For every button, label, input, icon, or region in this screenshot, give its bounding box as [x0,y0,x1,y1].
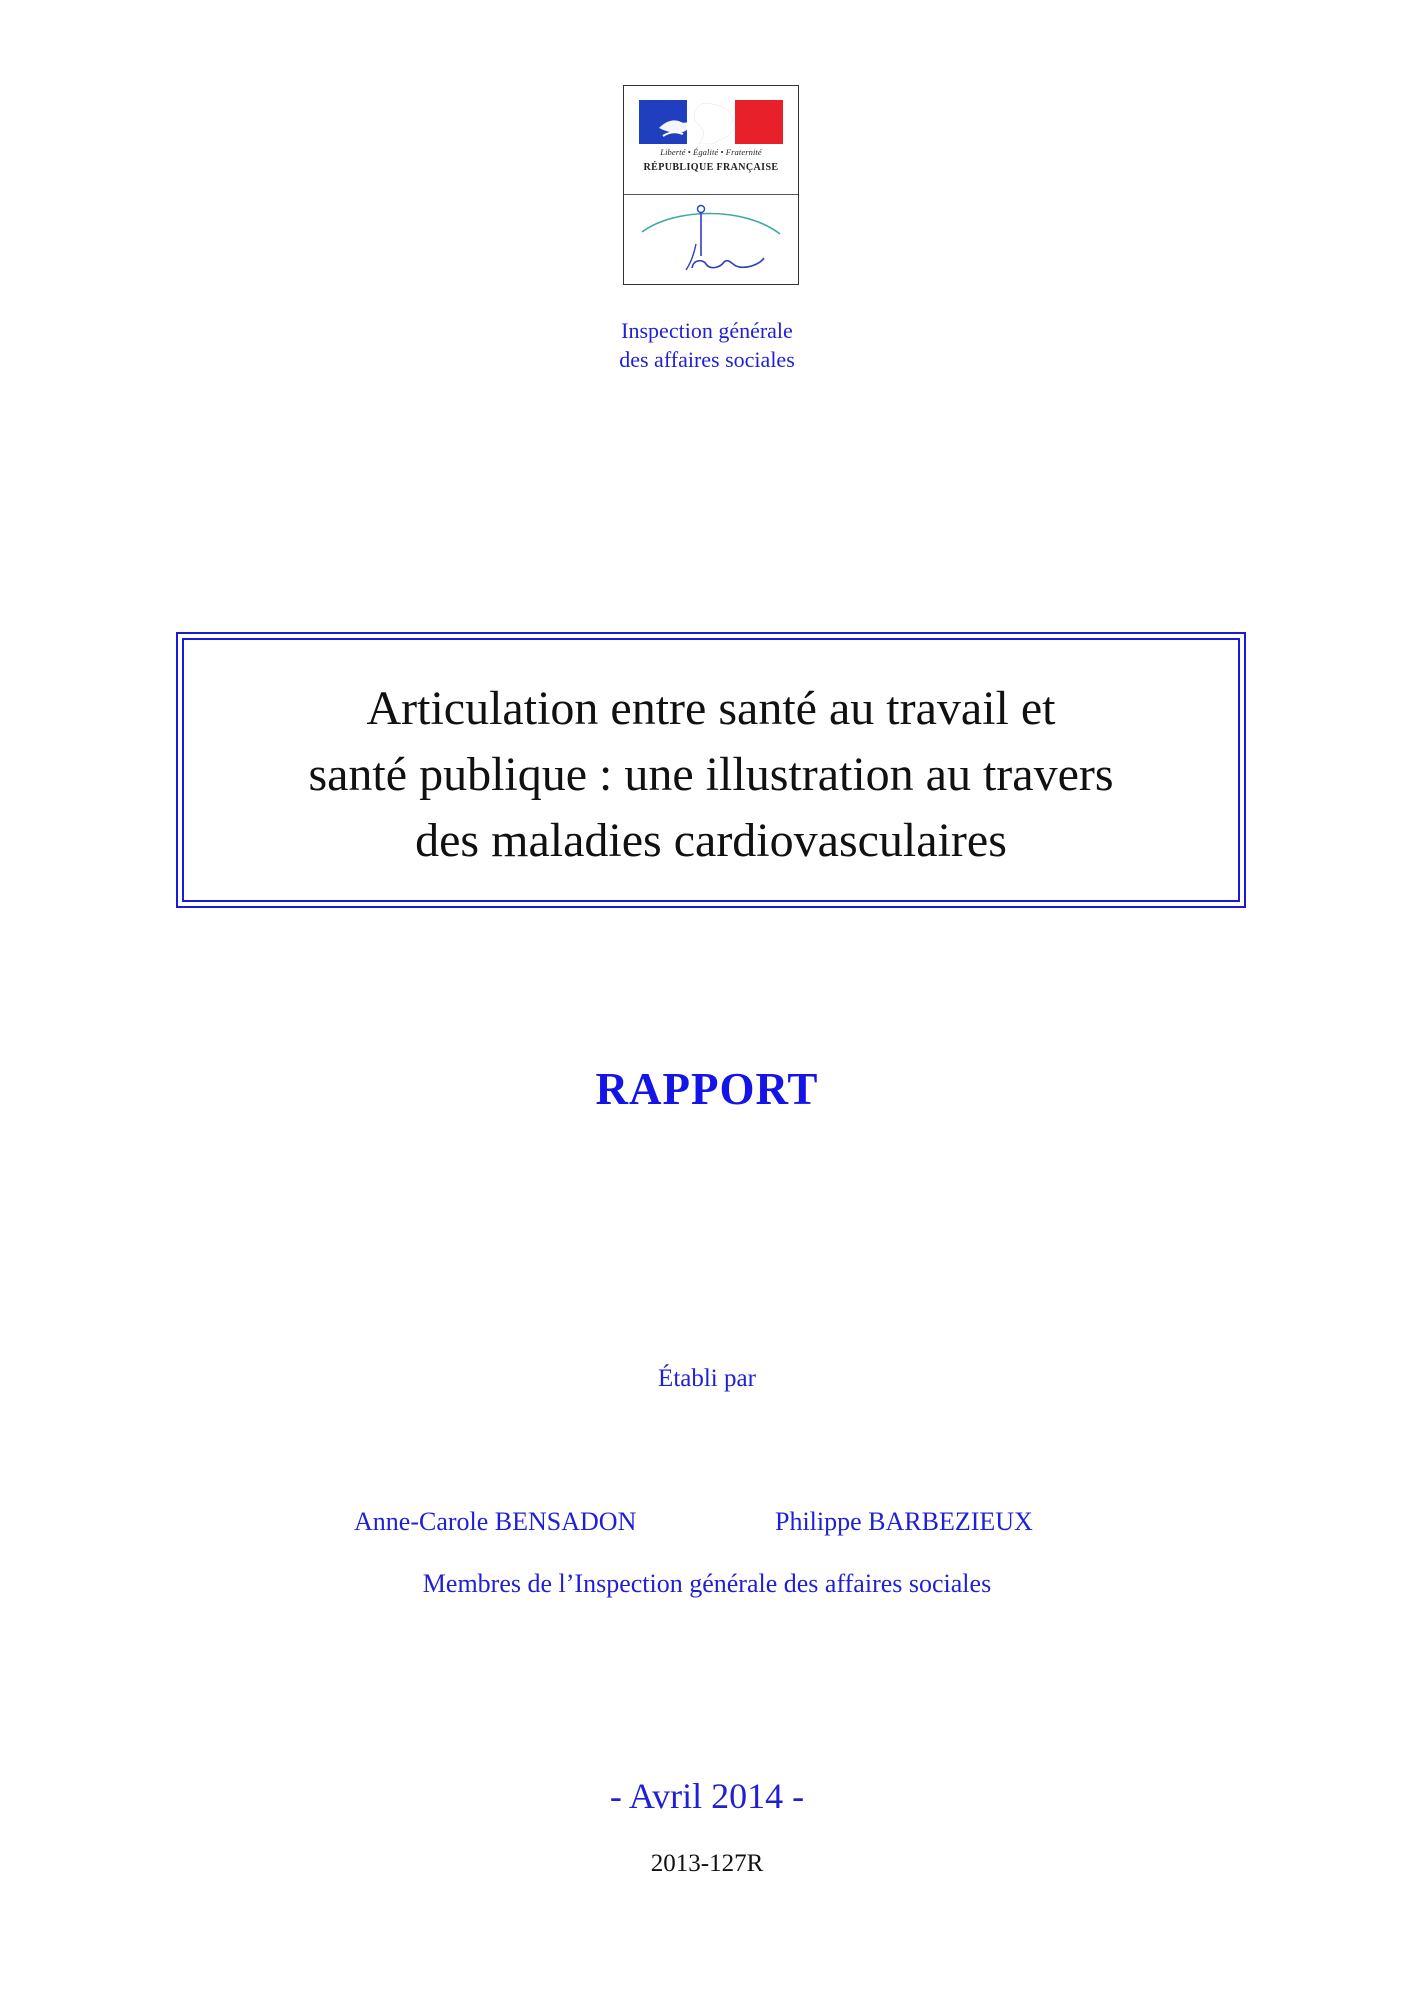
republic-name: RÉPUBLIQUE FRANÇAISE [643,162,779,173]
report-title [178,676,1244,874]
title-frame [176,632,1246,908]
marianne-flag-icon [639,100,783,144]
report-reference: 2013-127R [650,1850,764,1877]
agency-name-line2: des affaires sociales [619,347,795,372]
report-date: - Avril 2014 - [609,1776,805,1816]
republic-motto: Liberté • Égalité • Fraternité [660,147,762,157]
agency-name-line1: Inspection générale [621,318,793,343]
title-line2: santé publique : une illustration au travers [308,748,1114,801]
established-by-label: Établi par [658,1365,756,1392]
author-name-2: Philippe BARBEZIEUX [775,1507,1033,1536]
marianne-block [624,86,798,195]
author-name-1: Anne-Carole BENSADON [354,1507,637,1536]
title-line1: Articulation entre santé au travail et [366,682,1056,735]
title-line3: des maladies cardiovasculaires [415,814,1007,867]
igas-logo-icon [634,198,788,280]
authors-affiliation: Membres de l’Inspection générale des affaires sociales [422,1569,992,1598]
document-type-heading: RAPPORT [595,1064,819,1114]
government-logo [623,85,799,285]
